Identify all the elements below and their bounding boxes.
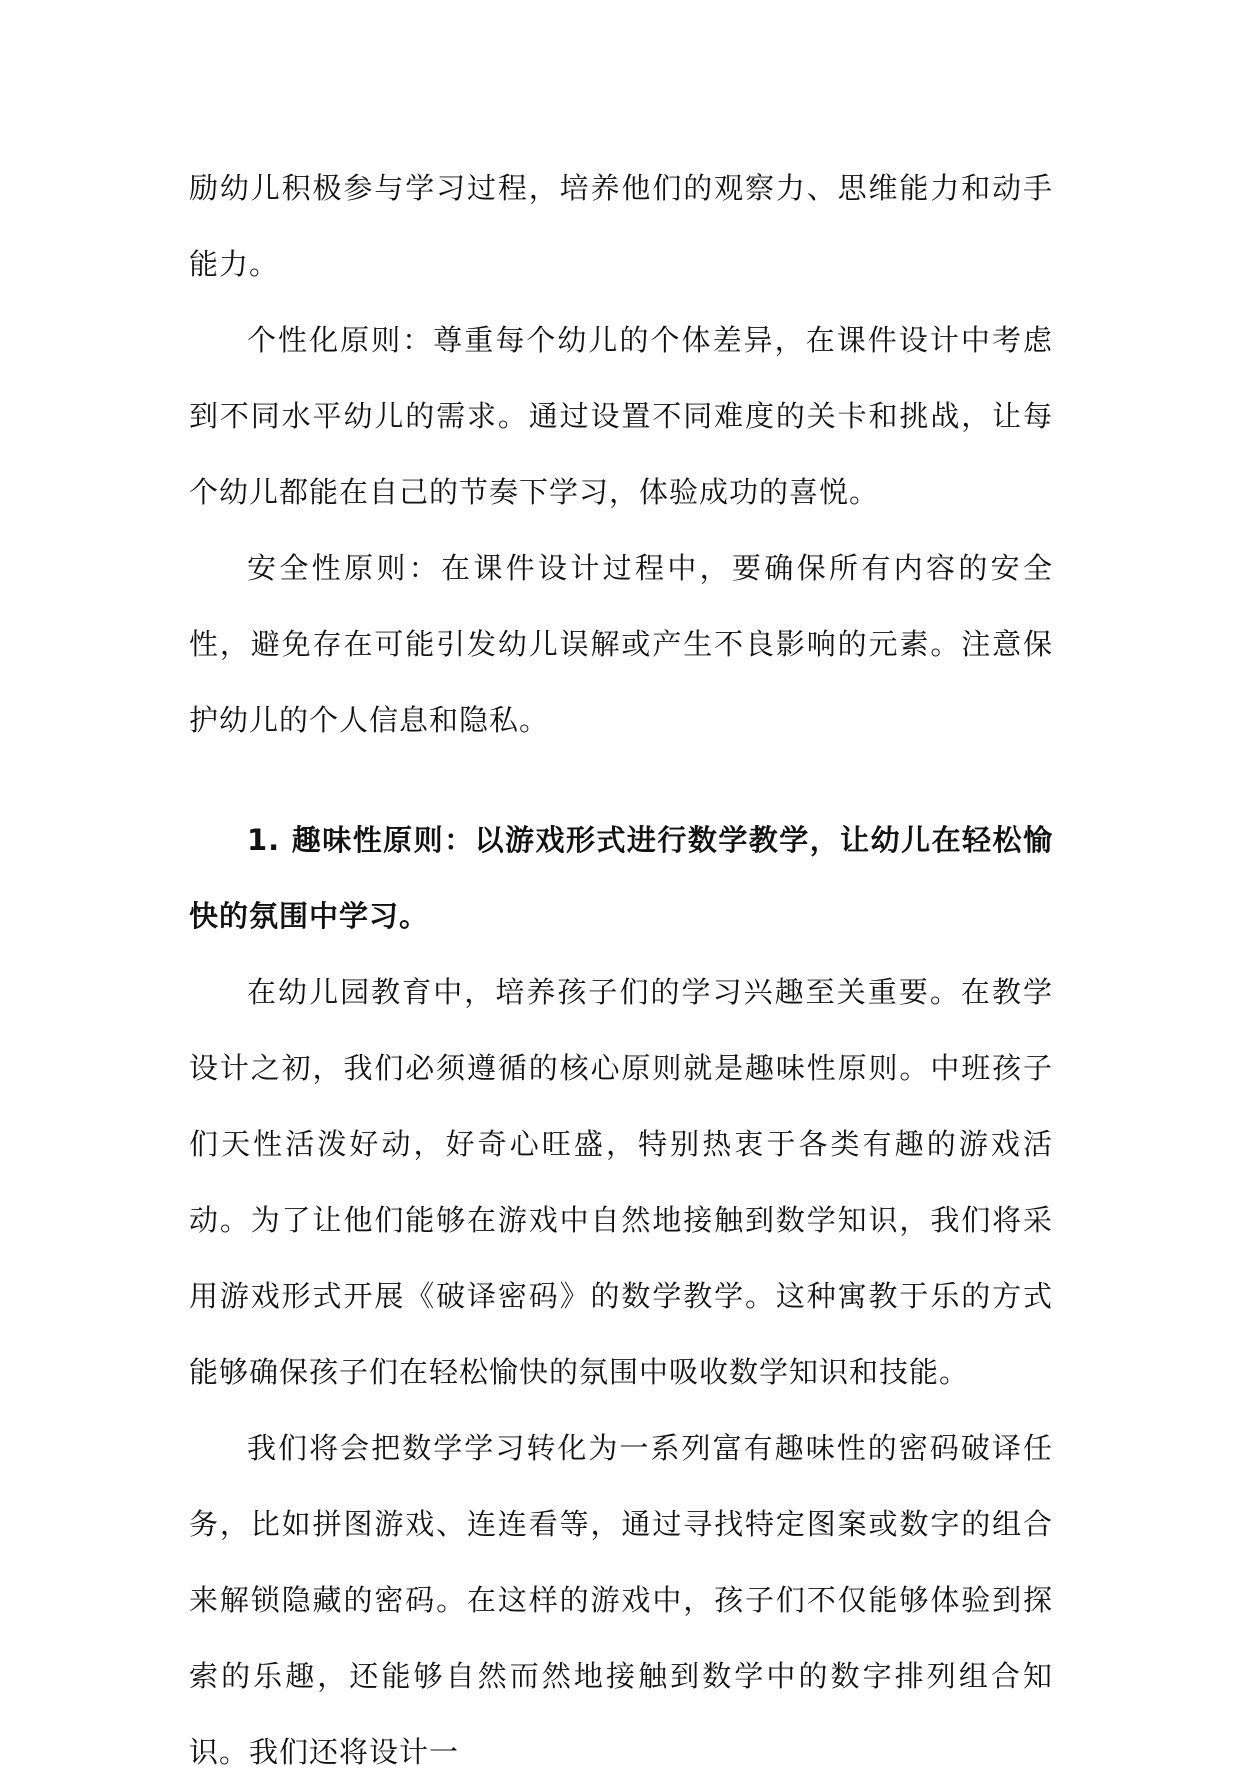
section-heading-fun-principle: 1. 趣味性原则：以游戏形式进行数学教学，让幼儿在轻松愉快的氛围中学习。 — [189, 823, 1053, 933]
document-body — [189, 150, 1053, 1790]
paragraph-safety-principle: 安全性原则：在课件设计过程中，要确保所有内容的安全性，避免存在可能引发幼儿误解或产生不良影响的元素。注意保护幼儿的个人信息和隐私。 — [189, 551, 1053, 737]
paragraph-fun-principle-tasks: 我们将会把数学学习转化为一系列富有趣味性的密码破译任务，比如拼图游戏、连连看等，通过寻找特定图案或数字的组合来解锁隐藏的密码。在这样的游戏中，孩子们不仅能够体验到探索的乐趣，还能够自然而然地接触到数学中的数字排列组合知识。我们还将设计一 — [189, 1431, 1053, 1769]
paragraph-continuation: 励幼儿积极参与学习过程，培养他们的观察力、思维能力和动手能力。 — [189, 171, 1053, 281]
paragraph-fun-principle-intro: 在幼儿园教育中，培养孩子们的学习兴趣至关重要。在教学设计之初，我们必须遵循的核心原则就是趣味性原则。中班孩子们天性活泼好动，好奇心旺盛，特别热衷于各类有趣的游戏活动。为了让他们能够在游戏中自然地接触到数学知识，我们将采用游戏形式开展《破译密码》的数学教学。这种寓教于乐的方式能够确保孩子们在轻松愉快的氛围中吸收数学知识和技能。 — [189, 975, 1053, 1389]
paragraph-personalization-principle: 个性化原则：尊重每个幼儿的个体差异，在课件设计中考虑到不同水平幼儿的需求。通过设置不同难度的关卡和挑战，让每个幼儿都能在自己的节奏下学习，体验成功的喜悦。 — [189, 323, 1053, 509]
